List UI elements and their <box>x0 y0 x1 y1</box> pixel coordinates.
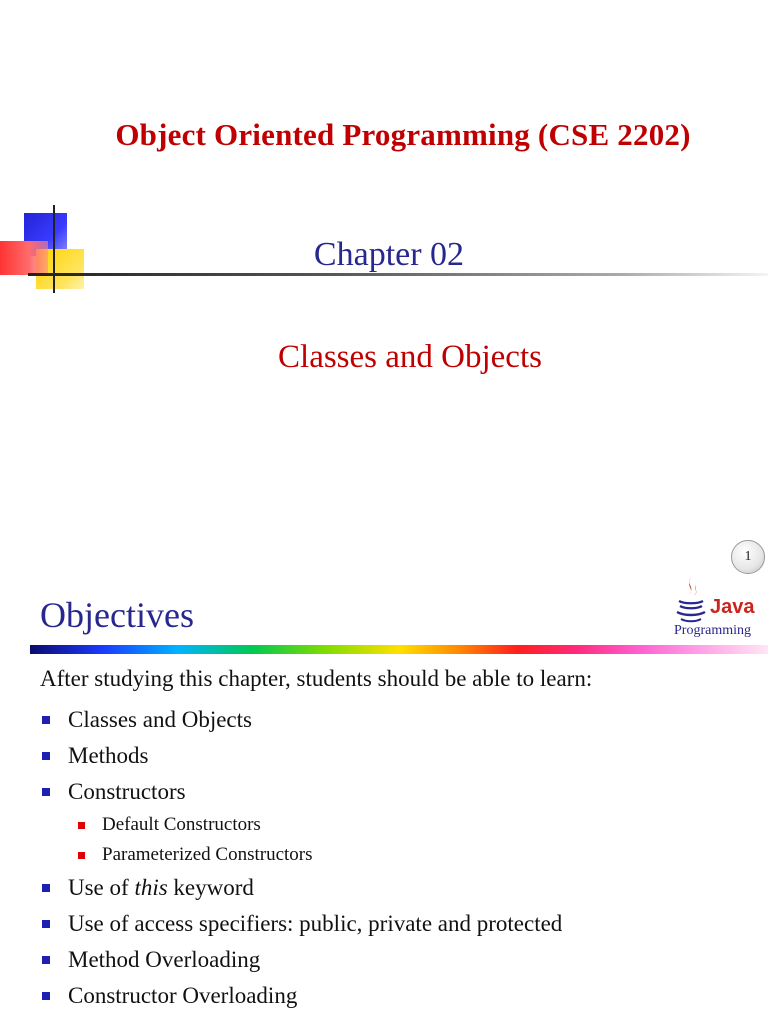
sub-list-item-text: Parameterized Constructors <box>102 844 313 865</box>
sub-bullet-square-icon <box>78 852 85 859</box>
bullet-square-icon <box>42 884 50 892</box>
bullet-square-icon <box>42 992 50 1000</box>
list-item <box>40 870 760 906</box>
list-item-text-suffix: keyword <box>167 875 254 900</box>
chapter-subtitle: Classes and Objects <box>278 339 542 375</box>
objectives-title: Objectives <box>40 595 194 635</box>
this-keyword-emphasis: this <box>134 875 168 900</box>
list-item <box>40 942 760 978</box>
sub-list-item-text: Default Constructors <box>102 814 261 835</box>
rainbow-divider <box>30 645 768 654</box>
java-brand-text: Java <box>710 596 755 618</box>
list-item <box>40 906 760 942</box>
list-item-text: Constructors <box>68 779 186 804</box>
sub-list-item <box>40 810 760 840</box>
sub-bullet-square-icon <box>78 822 85 829</box>
course-title: Object Oriented Programming (CSE 2202) <box>115 117 691 152</box>
bullet-square-icon <box>42 788 50 796</box>
list-item <box>40 738 760 774</box>
java-programming-logo <box>668 574 754 644</box>
list-item-text: Constructor Overloading <box>68 983 298 1008</box>
objectives-list <box>40 702 760 1014</box>
sub-list-item <box>40 840 760 870</box>
list-item-text: Classes and Objects <box>68 707 252 732</box>
list-item <box>40 978 760 1014</box>
bullet-square-icon <box>42 920 50 928</box>
programming-caption: Programming <box>674 623 751 638</box>
list-item <box>40 774 760 810</box>
bullet-square-icon <box>42 716 50 724</box>
chapter-heading: Chapter 02 <box>313 236 465 273</box>
list-item-text: Method Overloading <box>68 947 261 972</box>
java-coffee-cup-icon <box>674 576 708 626</box>
bullet-square-icon <box>42 752 50 760</box>
page-number-badge: 1 <box>731 540 765 574</box>
objectives-intro: After studying this chapter, students should be able to learn: <box>40 666 593 691</box>
bullet-square-icon <box>42 956 50 964</box>
list-item-text: Methods <box>68 743 149 768</box>
list-item-text: Use of access specifiers: public, private and protected <box>68 911 563 936</box>
list-item-text <box>68 875 254 901</box>
list-item <box>40 702 760 738</box>
list-item-text-prefix: Use of <box>68 875 135 900</box>
